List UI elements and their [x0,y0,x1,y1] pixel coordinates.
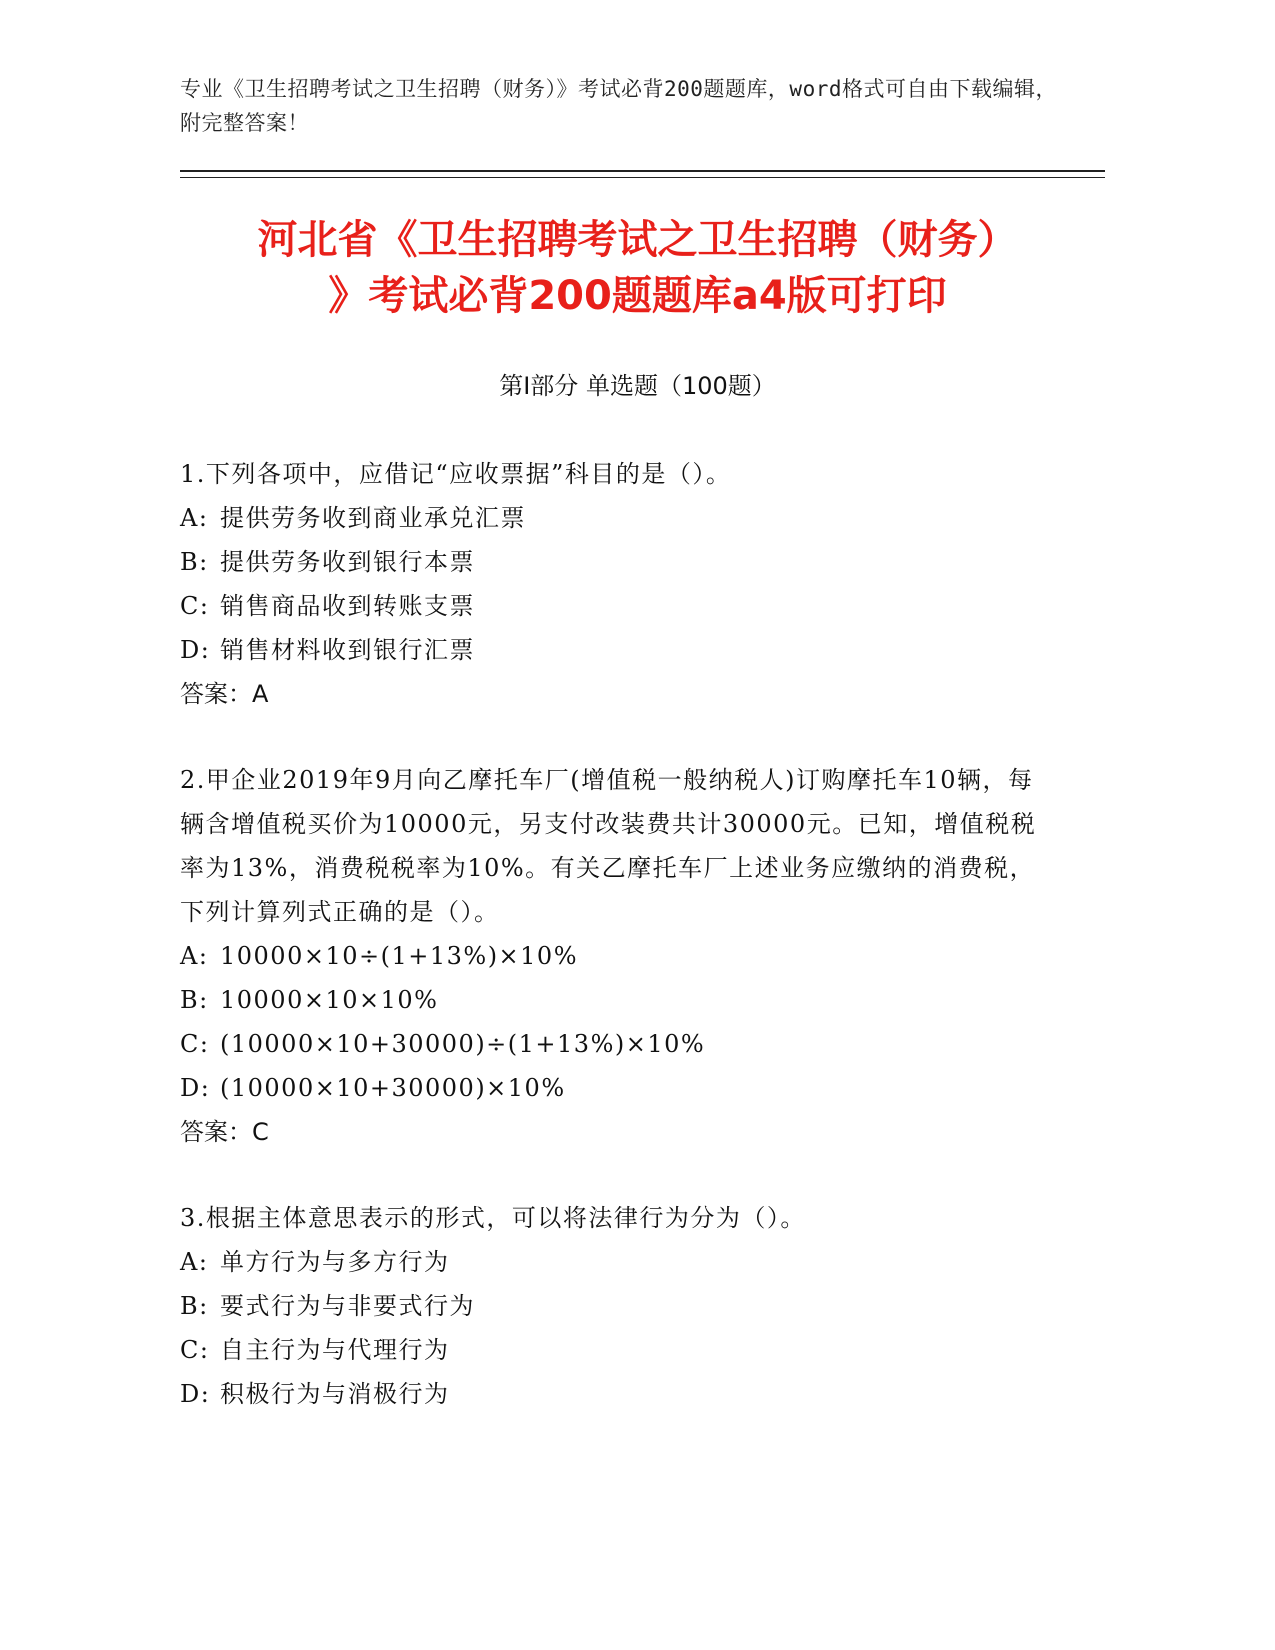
question-option-a [180,1240,1050,1284]
option-letter: B: [180,986,209,1014]
option-letter: D: [180,636,211,664]
question-stem: 3.根据主体意思表示的形式，可以将法律行为分为（）。 [180,1204,806,1232]
option-letter: C: [180,592,210,620]
question-list [180,452,1050,1458]
question-option-b [180,1284,1050,1328]
option-letter: B: [180,548,209,576]
question-1 [180,452,1050,716]
question-option-a [180,934,1050,978]
question-option-a [180,496,1050,540]
question-option-b [180,978,1050,1022]
question-2 [180,758,1050,1154]
option-letter: D: [180,1380,211,1408]
header-note: 专业《卫生招聘考试之卫生招聘（财务）》考试必背200题题库，word格式可自由下载编辑，附完整答案！ [180,77,1057,135]
header-divider-thin [180,177,1105,178]
option-text: 10000×10÷(1+13%)×10% [220,942,579,970]
option-letter: C: [180,1030,210,1058]
option-letter: A: [180,504,209,532]
document-title [150,212,1125,324]
document-title-line-1: 河北省《卫生招聘考试之卫生招聘（财务） [257,217,1018,263]
option-text: 提供劳务收到银行本票 [220,548,475,576]
question-option-c [180,1328,1050,1372]
document-title-line-2: 》考试必背200题题库a4版可打印 [328,273,947,319]
question-option-d [180,1066,1050,1110]
section-heading: 第Ⅰ部分 单选题（100题） [499,372,776,400]
option-text: 提供劳务收到商业承兑汇票 [220,504,526,532]
question-option-d [180,628,1050,672]
option-letter: C: [180,1336,210,1364]
question-3 [180,1196,1050,1416]
option-text: 单方行为与多方行为 [220,1248,450,1276]
option-letter: A: [180,942,209,970]
option-text: 自主行为与代理行为 [220,1336,450,1364]
question-answer: 答案：A [180,680,269,708]
question-option-b [180,540,1050,584]
option-text: 要式行为与非要式行为 [220,1292,475,1320]
option-text: (10000×10+30000)×10% [220,1074,566,1102]
question-option-c [180,584,1050,628]
option-letter: D: [180,1074,211,1102]
question-stem: 2.甲企业2019年9月向乙摩托车厂(增值税一般纳税人)订购摩托车10辆，每辆含增值税买价为10000元，另支付改装费共计30000元。已知，增值税税率为13%，消费税税率为10%。有关乙摩托车厂上述业务应缴纳的消费税，下列计算列式正确的是（）。 [180,766,1037,926]
option-text: 销售商品收到转账支票 [220,592,475,620]
option-letter: A: [180,1248,209,1276]
question-answer: 答案：C [180,1118,269,1146]
header-divider-thick [180,170,1105,172]
option-text: 积极行为与消极行为 [220,1380,450,1408]
question-option-d [180,1372,1050,1416]
option-text: 10000×10×10% [220,986,439,1014]
question-option-c [180,1022,1050,1066]
question-stem: 1.下列各项中，应借记“应收票据”科目的是（）。 [180,460,732,488]
option-text: 销售材料收到银行汇票 [220,636,475,664]
option-letter: B: [180,1292,209,1320]
option-text: (10000×10+30000)÷(1+13%)×10% [220,1030,706,1058]
